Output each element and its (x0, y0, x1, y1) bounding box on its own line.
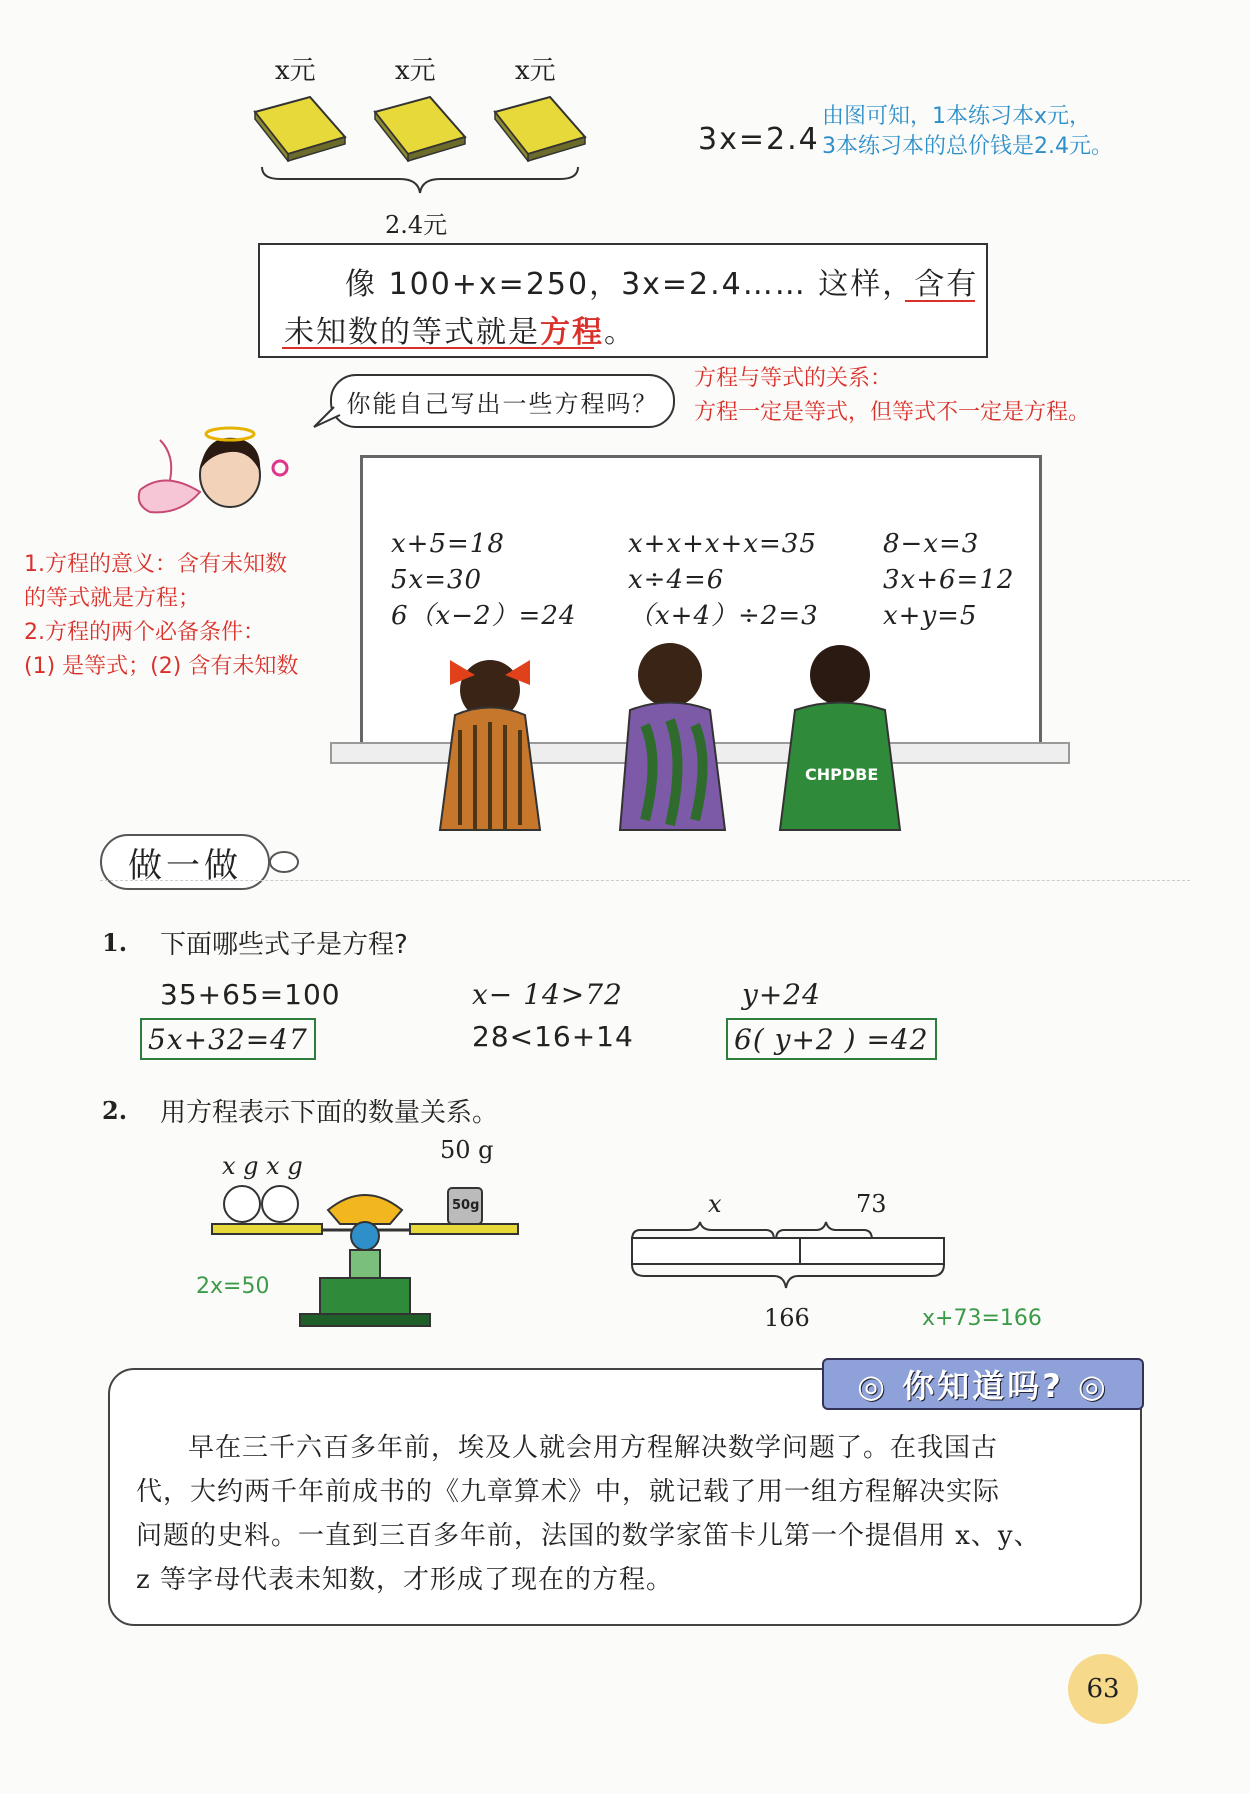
question-2-text: 用方程表示下面的数量关系。 (160, 1098, 499, 1128)
jacket-text: CHPDBE (805, 765, 879, 784)
bubble-tail (312, 405, 342, 430)
question-1-text: 下面哪些式子是方程? (160, 930, 408, 960)
scale-right-label: 50 g (440, 1136, 494, 1164)
info-title: ◎ 你知道吗? ◎ (822, 1358, 1144, 1410)
info-line: z 等字母代表未知数，才形成了现在的方程。 (136, 1565, 673, 1595)
segment-label-73: 73 (856, 1190, 887, 1218)
info-line: 早在三千六百多年前，埃及人就会用方程解决数学问题了。在我国古 (188, 1433, 999, 1463)
info-line: 代，大约两千年前成书的《九章算术》中，就记载了用一组方程解决实际 (136, 1477, 1001, 1507)
info-text (136, 1426, 1126, 1602)
students-illustration (430, 630, 950, 840)
meaning-note-line: 的等式就是方程； (24, 586, 201, 611)
speech-bubble: 你能自己写出一些方程吗？ (330, 374, 675, 428)
blue-note-line: 由图可知，1本练习本x元， (822, 104, 1092, 129)
blue-note (822, 102, 1202, 162)
board-equation: 3x+6=12 (883, 565, 1015, 595)
definition-line-2-suffix: 。 (604, 315, 636, 350)
section-tag: 做一做 (100, 834, 270, 890)
section-tag-tail (266, 848, 302, 876)
page-number: 63 (1068, 1654, 1138, 1724)
blue-note-line: 3本练习本的总价钱是2.4元。 (822, 134, 1113, 159)
definition-term: 方程 (540, 315, 604, 350)
meaning-note-line: (1) 是等式；(2) 含有未知数 (24, 654, 299, 679)
definition-underline-1 (905, 300, 975, 302)
q1-option: 28<16+14 (472, 1020, 634, 1053)
q1-option: x− 14>72 (472, 978, 623, 1011)
relation-note-line: 方程与等式的关系： (694, 366, 893, 391)
notebook-price-3: x元 (515, 56, 556, 86)
notebook-total: 2.4元 (385, 211, 448, 239)
meaning-note-line: 2.方程的两个必备条件： (24, 620, 265, 645)
q1-option: 35+65=100 (160, 978, 341, 1011)
definition-box (258, 243, 988, 358)
scale-left-label: x g x g (222, 1152, 303, 1180)
relation-note-line: 方程一定是等式，但等式不一定是方程。 (694, 400, 1091, 425)
q1-option-correct: 5x+32=47 (140, 1018, 316, 1060)
scale-answer: 2x=50 (196, 1274, 270, 1299)
info-line: 问题的史料。一直到三百多年前，法国的数学家笛卡儿第一个提倡用 x、y、 (136, 1521, 1041, 1551)
board-column-1 (391, 526, 576, 634)
notebook-icon (490, 92, 590, 162)
total-brace (260, 165, 580, 195)
question-1-number: 1. (102, 928, 128, 957)
meaning-note-line: 1.方程的意义：含有未知数 (24, 552, 287, 577)
board-column-3 (883, 526, 1014, 634)
equation-3x: 3x=2.4 (698, 122, 820, 157)
board-equation: 8−x=3 (883, 529, 980, 559)
board-equation: x+y=5 (883, 601, 978, 631)
meaning-note (24, 548, 344, 684)
relation-note (694, 362, 1214, 430)
board-column-2 (628, 526, 819, 634)
q1-option-correct: 6( y+2 ) =42 (726, 1018, 937, 1060)
segment-answer: x+73=166 (922, 1306, 1042, 1331)
definition-line-2-prefix: 未知数的等式就是 (284, 315, 540, 350)
board-equation: 6（x−2）=24 (391, 601, 577, 631)
angel-cartoon (120, 420, 300, 530)
segment-diagram (628, 1220, 948, 1310)
section-divider (100, 880, 1190, 881)
notebook-icon (250, 92, 350, 162)
notebook-icon (370, 92, 470, 162)
definition-line-1: 像 100+x=250，3x=2.4…… 这样，含有 (345, 267, 979, 302)
question-2-number: 2. (102, 1096, 128, 1125)
definition-line-2 (284, 307, 636, 351)
board-equation: x÷4=6 (628, 565, 725, 595)
notebook-price-2: x元 (395, 56, 436, 86)
segment-total: 166 (764, 1304, 810, 1332)
definition-underline-2 (282, 347, 594, 349)
weight-label: 50g (452, 1198, 480, 1213)
segment-label-x: x (708, 1190, 722, 1218)
board-equation: x+5=18 (391, 529, 505, 559)
board-equation: 5x=30 (391, 565, 483, 595)
q1-option: y+24 (742, 978, 821, 1011)
board-equation: x+x+x+x=35 (628, 529, 817, 559)
notebook-group (250, 50, 590, 240)
board-equation: （x+4）÷2=3 (628, 601, 819, 631)
notebook-price-1: x元 (275, 56, 316, 86)
